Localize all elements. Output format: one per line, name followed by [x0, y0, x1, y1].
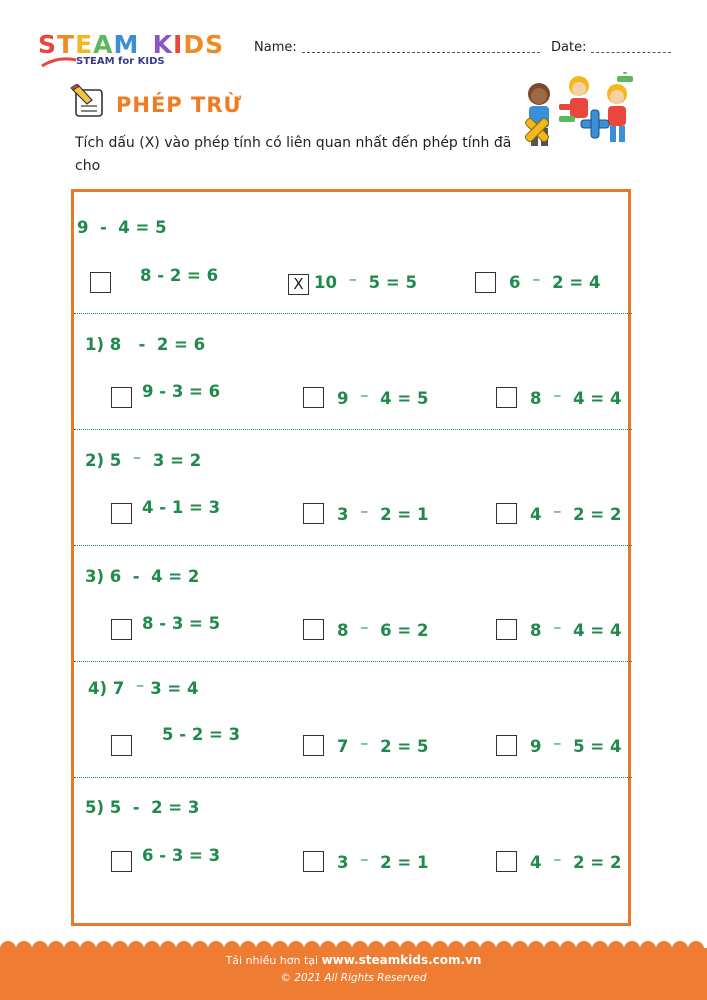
logo-subtitle: STEAM for KIDS — [76, 56, 165, 67]
checkbox[interactable] — [496, 619, 517, 640]
option-label: 9 - 3 = 6 — [142, 382, 221, 401]
option-label: 10 ⁻ 5 = 5 — [314, 273, 417, 292]
option-label: 7 ⁻ 2 = 5 — [337, 737, 429, 756]
option-label: 3 ⁻ 2 = 1 — [337, 505, 429, 524]
checkbox[interactable] — [111, 735, 132, 756]
logo-wordmark: STEAM KIDS — [38, 30, 225, 59]
option-label: 6 ⁻ 2 = 4 — [509, 273, 601, 292]
footer-download: Tải nhiều hơn tại www.steamkids.com.vn — [225, 953, 482, 967]
kids-math-illustration — [515, 72, 640, 157]
example-prompt: 9 - 4 = 5 — [77, 218, 167, 237]
pencil-paper-icon — [70, 84, 108, 120]
question-prompt: 1) 8 - 2 = 6 — [85, 335, 206, 354]
option-label: 9 ⁻ 4 = 5 — [337, 389, 429, 408]
option-label: 8 ⁻ 4 = 4 — [530, 621, 622, 640]
option-label: 5 - 2 = 3 — [162, 725, 241, 744]
name-label: Name: — [254, 40, 297, 55]
option-label: 4 - 1 = 3 — [142, 498, 221, 517]
date-label: Date: — [551, 40, 587, 55]
checkbox[interactable] — [496, 735, 517, 756]
name-field[interactable] — [302, 52, 540, 53]
checkbox[interactable] — [111, 503, 132, 524]
checkbox[interactable] — [303, 735, 324, 756]
checkbox[interactable] — [111, 387, 132, 408]
logo-swoosh-icon — [40, 54, 80, 70]
checkbox[interactable] — [496, 387, 517, 408]
row-divider — [74, 313, 632, 314]
date-field[interactable] — [591, 52, 671, 53]
question-prompt: 3) 6 - 4 = 2 — [85, 567, 200, 586]
checkbox[interactable] — [303, 619, 324, 640]
question-prompt: 4) 7 ⁻ 3 = 4 — [88, 679, 199, 698]
checkbox[interactable] — [496, 851, 517, 872]
checkbox[interactable] — [496, 503, 517, 524]
footer-site-link[interactable]: www.steamkids.com.vn — [321, 953, 482, 967]
row-divider — [74, 545, 632, 546]
checkbox[interactable] — [475, 272, 496, 293]
option-label: 4 ⁻ 2 = 2 — [530, 505, 622, 524]
footer-copyright: © 2021 All Rights Reserved — [280, 972, 427, 984]
option-label: 3 ⁻ 2 = 1 — [337, 853, 429, 872]
checkbox-checked[interactable] — [288, 274, 309, 295]
option-label: 8 - 3 = 5 — [142, 614, 221, 633]
checkbox[interactable] — [303, 851, 324, 872]
steam-kids-logo — [38, 32, 238, 72]
option-label: 8 ⁻ 6 = 2 — [337, 621, 429, 640]
option-label: 8 - 2 = 6 — [140, 266, 219, 285]
option-label: 4 ⁻ 2 = 2 — [530, 853, 622, 872]
checkbox[interactable] — [90, 272, 111, 293]
checkbox[interactable] — [111, 851, 132, 872]
option-label: 6 - 3 = 3 — [142, 846, 221, 865]
question-prompt: 2) 5 ⁻ 3 = 2 — [85, 451, 202, 470]
checkbox[interactable] — [303, 503, 324, 524]
question-prompt: 5) 5 - 2 = 3 — [85, 798, 200, 817]
x-mark-icon: X — [293, 275, 304, 293]
option-label: 8 ⁻ 4 = 4 — [530, 389, 622, 408]
row-divider — [74, 429, 632, 430]
row-divider — [74, 661, 632, 662]
option-label: 9 ⁻ 5 = 4 — [530, 737, 622, 756]
instructions-text: Tích dấu (X) vào phép tính có liên quan nhất đến phép tính đã cho — [75, 135, 512, 174]
checkbox[interactable] — [303, 387, 324, 408]
checkbox[interactable] — [111, 619, 132, 640]
page-title: PHÉP TRỪ — [116, 93, 243, 117]
row-divider — [74, 777, 632, 778]
